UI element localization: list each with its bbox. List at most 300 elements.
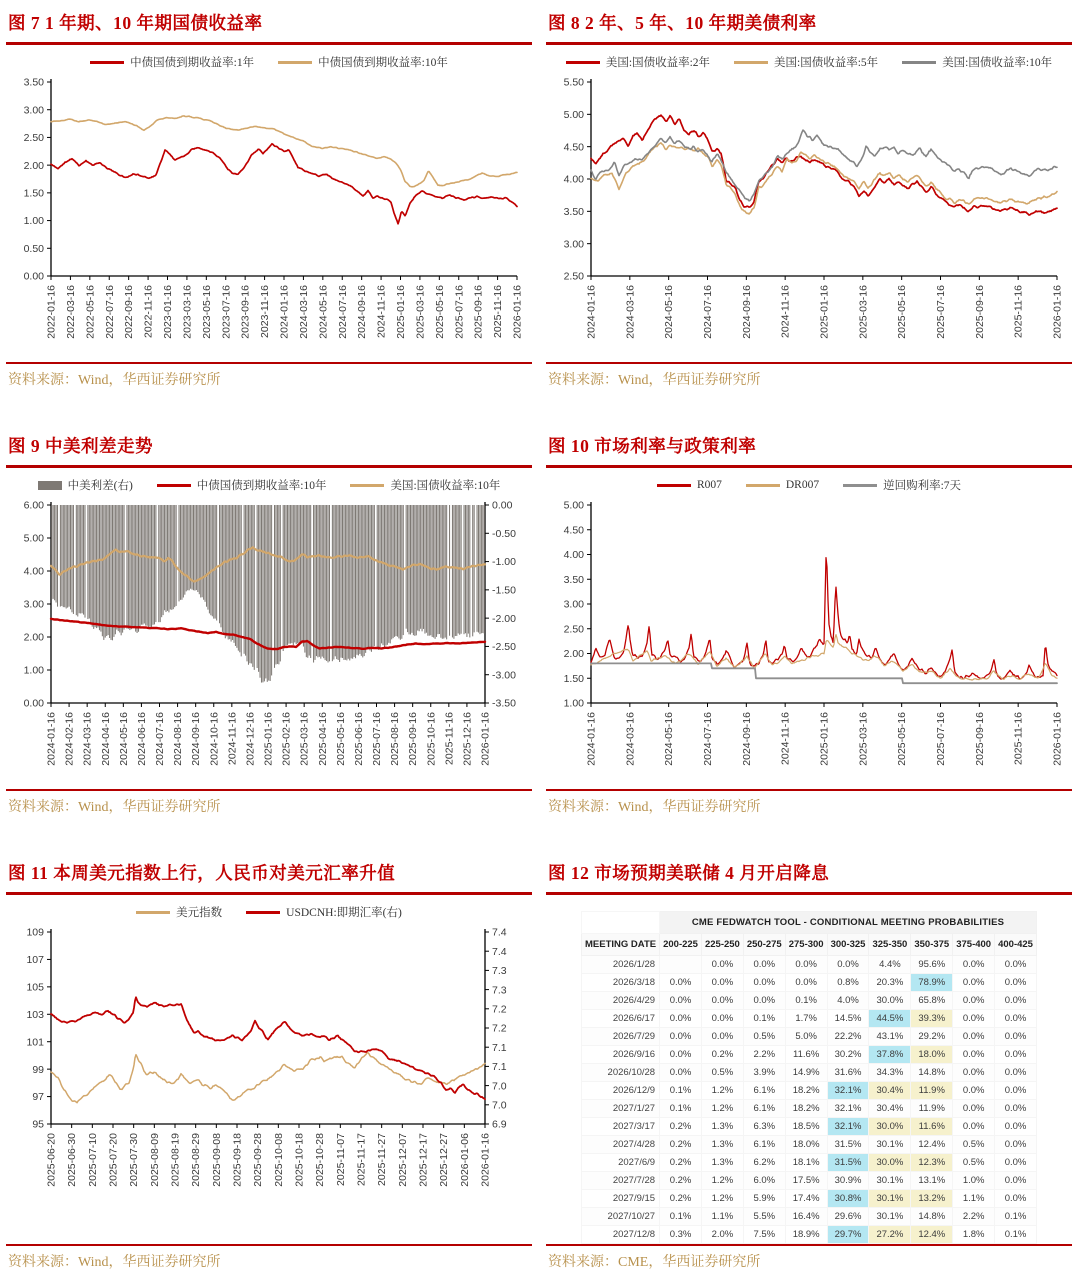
- table-row: [582, 956, 1037, 974]
- figure-12-source-note: 资料来源：CME，华西证券研究所: [548, 1255, 761, 1270]
- probability-cell: 39.3%: [911, 1010, 953, 1028]
- legend-line-swatch: [657, 484, 691, 487]
- probability-cell: 0.5%: [953, 1136, 995, 1154]
- probability-cell: 65.8%: [911, 992, 953, 1010]
- svg-text:2023-05-16: 2023-05-16: [200, 285, 213, 339]
- meeting-date-cell: 2027/6/9: [582, 1154, 660, 1172]
- svg-text:2025-09-16: 2025-09-16: [472, 284, 485, 339]
- figure-panel-10: [540, 429, 1080, 816]
- probability-cell: 0.0%: [701, 1010, 743, 1028]
- svg-text:2024-08-16: 2024-08-16: [172, 712, 185, 766]
- svg-text:2025-08-19: 2025-08-19: [169, 1133, 182, 1187]
- legend-label: 中美利差(右): [67, 480, 133, 492]
- svg-text:2023-03-16: 2023-03-16: [181, 285, 194, 339]
- legend-line-swatch: [350, 484, 384, 487]
- probability-cell: 12.4%: [911, 1136, 953, 1154]
- probability-cell: 0.0%: [785, 974, 827, 992]
- svg-text:2024-01-16: 2024-01-16: [278, 285, 291, 339]
- probability-cell: 0.3%: [660, 1226, 702, 1244]
- probability-cell: 32.1%: [827, 1100, 869, 1118]
- legend-label: R007: [696, 479, 722, 491]
- probability-cell: 0.5%: [953, 1154, 995, 1172]
- svg-text:0.00: 0.00: [23, 697, 44, 710]
- figure-8-line-chart: [547, 74, 1071, 362]
- source-rule: [6, 789, 532, 791]
- svg-text:7.2: 7.2: [492, 1022, 507, 1035]
- svg-text:2024-01-16: 2024-01-16: [585, 285, 598, 339]
- probability-cell: 2.0%: [701, 1226, 743, 1244]
- probability-cell: 1.0%: [953, 1172, 995, 1190]
- probability-cell: 0.1%: [660, 1100, 702, 1118]
- title-rule: [546, 465, 1072, 468]
- legend-label: 美国:国债收益率:10年: [390, 480, 501, 492]
- legend-bar-swatch: [38, 481, 62, 490]
- svg-text:2024-03-16: 2024-03-16: [624, 285, 637, 339]
- svg-text:2025-08-16: 2025-08-16: [389, 712, 402, 766]
- figure-7-line-chart: [7, 74, 531, 362]
- title-rule: [6, 465, 532, 468]
- probability-cell: 29.6%: [827, 1208, 869, 1226]
- figure-10-line-chart: [547, 497, 1071, 789]
- svg-text:2025-10-18: 2025-10-18: [293, 1133, 306, 1187]
- figure-panel-11: [0, 856, 540, 1271]
- probability-cell: 43.1%: [869, 1028, 911, 1046]
- figure-panel-9: [0, 429, 540, 816]
- svg-text:2025-06-20: 2025-06-20: [45, 1133, 58, 1187]
- probability-cell: 14.9%: [785, 1064, 827, 1082]
- svg-text:2.50: 2.50: [563, 270, 584, 283]
- title-rule: [546, 42, 1072, 45]
- probability-cell: 44.5%: [869, 1010, 911, 1028]
- probability-cell: 18.2%: [785, 1082, 827, 1100]
- probability-cell: 1.2%: [701, 1190, 743, 1208]
- probability-cell: 0.0%: [785, 956, 827, 974]
- meeting-date-cell: 2027/12/8: [582, 1226, 660, 1244]
- table-column-header: 325-350: [869, 934, 911, 956]
- table-row: [582, 1136, 1037, 1154]
- legend-line-swatch: [278, 61, 312, 64]
- probability-cell: 31.5%: [827, 1154, 869, 1172]
- probability-cell: 18.0%: [911, 1046, 953, 1064]
- svg-text:1.00: 1.00: [23, 215, 44, 228]
- probability-cell: 5.0%: [785, 1028, 827, 1046]
- svg-text:2025-07-20: 2025-07-20: [107, 1133, 120, 1187]
- svg-text:2024-05-16: 2024-05-16: [663, 285, 676, 339]
- svg-text:2024-05-16: 2024-05-16: [317, 285, 330, 339]
- probability-cell: 18.5%: [785, 1118, 827, 1136]
- svg-text:7.1: 7.1: [492, 1061, 507, 1074]
- svg-text:2025-10-28: 2025-10-28: [314, 1133, 327, 1187]
- probability-cell: 0.1%: [995, 1208, 1037, 1226]
- probability-cell: 0.0%: [701, 974, 743, 992]
- probability-cell: 1.7%: [785, 1010, 827, 1028]
- figure-10-legend: [546, 473, 1072, 497]
- svg-text:2025-12-07: 2025-12-07: [396, 1133, 409, 1187]
- svg-text:2025-06-16: 2025-06-16: [352, 712, 365, 766]
- svg-text:-1.00: -1.00: [492, 556, 516, 569]
- legend-item: [136, 904, 222, 920]
- figure-7-title: 图 7 1 年期、10 年期国债收益率: [8, 13, 263, 33]
- svg-text:2024-09-16: 2024-09-16: [356, 285, 369, 339]
- svg-text:2024-03-16: 2024-03-16: [297, 285, 310, 339]
- svg-text:2025-03-16: 2025-03-16: [298, 712, 311, 766]
- legend-item: [246, 904, 402, 920]
- legend-line-swatch: [566, 61, 600, 64]
- probability-cell: 20.3%: [869, 974, 911, 992]
- probability-cell: 0.0%: [995, 956, 1037, 974]
- legend-item: [657, 479, 722, 491]
- probability-cell: 18.1%: [785, 1154, 827, 1172]
- svg-text:2022-07-16: 2022-07-16: [103, 285, 116, 339]
- probability-cell: [660, 956, 702, 974]
- svg-text:2025-10-08: 2025-10-08: [272, 1133, 285, 1187]
- probability-cell: 6.3%: [743, 1118, 785, 1136]
- meeting-date-cell: 2026/9/16: [582, 1046, 660, 1064]
- legend-line-swatch: [843, 484, 877, 487]
- svg-text:2025-12-17: 2025-12-17: [417, 1133, 430, 1187]
- svg-text:2024-05-16: 2024-05-16: [117, 712, 130, 766]
- meeting-date-cell: 2026/3/18: [582, 974, 660, 992]
- probability-cell: 18.2%: [785, 1100, 827, 1118]
- meeting-date-cell: 2026/12/9: [582, 1082, 660, 1100]
- probability-cell: 1.3%: [701, 1154, 743, 1172]
- probability-cell: 0.0%: [995, 992, 1037, 1010]
- table-column-header: 400-425: [995, 934, 1037, 956]
- svg-text:2024-04-16: 2024-04-16: [99, 712, 112, 766]
- table-corner-cell: [582, 912, 660, 934]
- legend-label: 美国:国债收益率:10年: [942, 57, 1053, 69]
- svg-text:3.00: 3.00: [563, 598, 584, 611]
- probability-cell: 0.0%: [953, 1028, 995, 1046]
- source-rule: [546, 1244, 1072, 1246]
- probability-cell: 0.2%: [660, 1172, 702, 1190]
- probability-cell: 6.1%: [743, 1082, 785, 1100]
- legend-line-swatch: [136, 911, 170, 914]
- probability-cell: 0.2%: [660, 1136, 702, 1154]
- probability-cell: 1.8%: [953, 1226, 995, 1244]
- svg-text:-3.50: -3.50: [492, 697, 516, 710]
- svg-text:2024-03-16: 2024-03-16: [81, 712, 94, 766]
- svg-text:2024-11-16: 2024-11-16: [779, 285, 792, 338]
- meeting-date-cell: 2027/1/27: [582, 1100, 660, 1118]
- svg-text:2024-06-16: 2024-06-16: [135, 712, 148, 766]
- svg-text:7.2: 7.2: [492, 1003, 507, 1016]
- probability-cell: 1.2%: [701, 1172, 743, 1190]
- probability-cell: 17.5%: [785, 1172, 827, 1190]
- svg-text:2.00: 2.00: [23, 631, 44, 644]
- probability-cell: 0.0%: [743, 974, 785, 992]
- probability-cell: 0.0%: [953, 1046, 995, 1064]
- svg-text:2025-03-16: 2025-03-16: [857, 285, 870, 339]
- meeting-date-cell: 2026/7/29: [582, 1028, 660, 1046]
- svg-text:0.50: 0.50: [23, 242, 44, 255]
- legend-label: 逆回购利率:7天: [883, 480, 962, 492]
- probability-cell: 2.2%: [743, 1046, 785, 1064]
- table-column-header: 300-325: [827, 934, 869, 956]
- legend-line-swatch: [902, 61, 936, 64]
- probability-cell: 0.1%: [660, 1082, 702, 1100]
- probability-cell: 0.1%: [660, 1208, 702, 1226]
- svg-text:109: 109: [26, 926, 44, 939]
- figure-8-legend: [546, 50, 1072, 74]
- probability-cell: 0.0%: [953, 992, 995, 1010]
- probability-cell: 29.7%: [827, 1226, 869, 1244]
- svg-text:7.4: 7.4: [492, 926, 507, 939]
- figure-9-title: 图 9 中美利差走势: [8, 436, 153, 456]
- probability-cell: 78.9%: [911, 974, 953, 992]
- svg-text:2025-05-16: 2025-05-16: [896, 285, 909, 339]
- svg-text:5.00: 5.00: [563, 499, 584, 512]
- table-row: [582, 1226, 1037, 1244]
- probability-cell: 18.9%: [785, 1226, 827, 1244]
- svg-text:5.50: 5.50: [563, 76, 584, 89]
- svg-text:3.00: 3.00: [23, 104, 44, 117]
- figure-12-title: 图 12 市场预期美联储 4 月开启降息: [548, 863, 830, 883]
- legend-item: [157, 477, 327, 493]
- svg-text:2026-01-06: 2026-01-06: [458, 1133, 471, 1187]
- probability-cell: 11.6%: [911, 1118, 953, 1136]
- table-row: [582, 974, 1037, 992]
- svg-text:2025-02-16: 2025-02-16: [280, 712, 293, 766]
- title-rule: [6, 892, 532, 895]
- probability-cell: 0.0%: [995, 1064, 1037, 1082]
- source-rule: [546, 789, 1072, 791]
- table-row: [582, 1028, 1037, 1046]
- svg-text:2026-01-16: 2026-01-16: [1051, 285, 1064, 339]
- svg-text:2025-11-16: 2025-11-16: [1012, 284, 1025, 338]
- table-row: [582, 1172, 1037, 1190]
- probability-cell: 30.4%: [869, 1100, 911, 1118]
- probability-cell: 12.4%: [911, 1226, 953, 1244]
- svg-text:1.00: 1.00: [23, 664, 44, 677]
- meeting-date-cell: 2027/10/27: [582, 1208, 660, 1226]
- table-row: [582, 1010, 1037, 1028]
- svg-text:0.00: 0.00: [492, 499, 513, 512]
- table-row: [582, 992, 1037, 1010]
- figure-9-combo-chart: [7, 497, 531, 789]
- svg-text:2026-01-16: 2026-01-16: [479, 1133, 492, 1187]
- probability-cell: 95.6%: [911, 956, 953, 974]
- table-row: [582, 1082, 1037, 1100]
- svg-text:2025-03-16: 2025-03-16: [414, 285, 427, 339]
- probability-cell: 32.1%: [827, 1082, 869, 1100]
- svg-text:3.00: 3.00: [23, 598, 44, 611]
- probability-cell: 1.3%: [701, 1136, 743, 1154]
- table-main-header: CME FEDWATCH TOOL - CONDITIONAL MEETING PROBABILITIES: [660, 912, 1037, 934]
- svg-text:105: 105: [26, 981, 44, 994]
- legend-line-swatch: [90, 61, 124, 64]
- table-column-header: 250-275: [743, 934, 785, 956]
- probability-cell: 30.1%: [869, 1136, 911, 1154]
- legend-label: USDCNH:即期汇率(右): [286, 907, 402, 919]
- svg-text:2025-01-16: 2025-01-16: [818, 712, 831, 766]
- probability-cell: 29.2%: [911, 1028, 953, 1046]
- legend-label: DR007: [785, 479, 820, 491]
- svg-text:2023-11-16: 2023-11-16: [259, 285, 272, 338]
- legend-item: [746, 479, 819, 491]
- svg-text:2025-09-08: 2025-09-08: [210, 1133, 223, 1187]
- svg-text:2025-05-16: 2025-05-16: [334, 712, 347, 766]
- probability-cell: 6.1%: [743, 1100, 785, 1118]
- svg-text:2024-02-16: 2024-02-16: [63, 712, 76, 766]
- svg-text:2024-07-16: 2024-07-16: [702, 285, 714, 339]
- probability-cell: 27.2%: [869, 1226, 911, 1244]
- svg-text:7.3: 7.3: [492, 984, 507, 997]
- probability-cell: 30.0%: [869, 992, 911, 1010]
- svg-text:2025-11-16: 2025-11-16: [443, 712, 456, 765]
- probability-cell: 0.0%: [953, 1010, 995, 1028]
- svg-text:2026-01-16: 2026-01-16: [511, 285, 524, 339]
- svg-text:-2.00: -2.00: [492, 612, 516, 625]
- probability-cell: 31.6%: [827, 1064, 869, 1082]
- probability-cell: 5.9%: [743, 1190, 785, 1208]
- probability-cell: 18.0%: [785, 1136, 827, 1154]
- svg-text:2022-03-16: 2022-03-16: [64, 285, 77, 339]
- probability-cell: 13.2%: [911, 1190, 953, 1208]
- svg-text:2025-04-16: 2025-04-16: [316, 712, 329, 766]
- source-rule: [6, 362, 532, 364]
- legend-item: [734, 54, 878, 70]
- probability-cell: 14.8%: [911, 1208, 953, 1226]
- svg-text:2023-01-16: 2023-01-16: [162, 285, 174, 339]
- probability-cell: 12.3%: [911, 1154, 953, 1172]
- legend-item: [90, 54, 254, 70]
- probability-cell: 0.0%: [953, 1100, 995, 1118]
- probability-cell: 0.0%: [953, 1082, 995, 1100]
- legend-line-swatch: [734, 61, 768, 64]
- svg-text:2024-09-16: 2024-09-16: [190, 712, 203, 766]
- probability-cell: 34.3%: [869, 1064, 911, 1082]
- svg-text:2024-01-16: 2024-01-16: [585, 712, 598, 766]
- probability-cell: 6.1%: [743, 1136, 785, 1154]
- probability-cell: 16.4%: [785, 1208, 827, 1226]
- svg-text:2024-05-16: 2024-05-16: [663, 712, 676, 766]
- probability-cell: 0.0%: [743, 992, 785, 1010]
- legend-label: 美国:国债收益率:2年: [605, 57, 711, 69]
- probability-cell: 0.0%: [660, 1064, 702, 1082]
- table-column-header: 275-300: [785, 934, 827, 956]
- probability-cell: 0.0%: [995, 1028, 1037, 1046]
- probability-cell: 0.8%: [827, 974, 869, 992]
- svg-text:7.0: 7.0: [492, 1099, 507, 1112]
- table-row: [582, 1154, 1037, 1172]
- svg-text:2026-01-16: 2026-01-16: [479, 712, 492, 766]
- svg-text:2024-11-16: 2024-11-16: [375, 285, 388, 338]
- probability-cell: 1.2%: [701, 1082, 743, 1100]
- table-row: [582, 1100, 1037, 1118]
- probability-cell: 0.1%: [785, 992, 827, 1010]
- svg-text:3.50: 3.50: [563, 206, 584, 219]
- table-column-header: 200-225: [660, 934, 702, 956]
- svg-text:2022-01-16: 2022-01-16: [45, 285, 58, 339]
- legend-label: 中债国债到期收益率:10年: [196, 480, 327, 492]
- probability-cell: 14.5%: [827, 1010, 869, 1028]
- probability-cell: 0.0%: [995, 1118, 1037, 1136]
- svg-text:2.50: 2.50: [563, 623, 584, 636]
- probability-cell: 6.2%: [743, 1154, 785, 1172]
- svg-text:2024-03-16: 2024-03-16: [624, 712, 637, 766]
- svg-text:2025-09-28: 2025-09-28: [252, 1133, 265, 1187]
- probability-cell: 0.5%: [701, 1064, 743, 1082]
- figure-10-source-note: 资料来源：Wind，华西证券研究所: [548, 800, 761, 815]
- title-rule: [6, 42, 532, 45]
- svg-text:7.0: 7.0: [492, 1080, 507, 1093]
- probability-cell: 4.4%: [869, 956, 911, 974]
- legend-item: [566, 54, 710, 70]
- svg-text:2025-07-10: 2025-07-10: [86, 1133, 99, 1187]
- svg-text:3.50: 3.50: [23, 76, 44, 89]
- svg-text:7.1: 7.1: [492, 1041, 507, 1054]
- svg-text:2022-05-16: 2022-05-16: [84, 285, 97, 339]
- table-column-header: MEETING DATE: [582, 934, 660, 956]
- svg-text:1.50: 1.50: [563, 672, 584, 685]
- probability-cell: 1.1%: [701, 1208, 743, 1226]
- probability-cell: 0.0%: [953, 974, 995, 992]
- svg-text:2025-01-16: 2025-01-16: [262, 712, 275, 766]
- probability-cell: 32.1%: [827, 1118, 869, 1136]
- probability-cell: 0.0%: [995, 1136, 1037, 1154]
- probability-cell: 0.2%: [660, 1154, 702, 1172]
- table-column-header: 350-375: [911, 934, 953, 956]
- svg-text:2025-11-07: 2025-11-07: [334, 1133, 347, 1186]
- svg-text:2025-07-16: 2025-07-16: [371, 712, 383, 766]
- meeting-date-cell: 2027/3/17: [582, 1118, 660, 1136]
- probability-cell: 7.5%: [743, 1226, 785, 1244]
- svg-text:2025-11-16: 2025-11-16: [492, 285, 505, 338]
- meeting-date-cell: 2027/9/15: [582, 1190, 660, 1208]
- meeting-date-cell: 2026/10/28: [582, 1064, 660, 1082]
- probability-cell: 0.0%: [953, 1118, 995, 1136]
- svg-text:103: 103: [26, 1008, 44, 1021]
- svg-text:2025-07-30: 2025-07-30: [128, 1133, 141, 1187]
- probability-cell: 0.0%: [995, 1190, 1037, 1208]
- probability-cell: 30.1%: [869, 1208, 911, 1226]
- svg-text:2024-11-16: 2024-11-16: [226, 712, 239, 765]
- figure-9-legend: [6, 473, 532, 497]
- svg-text:2024-09-16: 2024-09-16: [740, 712, 753, 766]
- figure-8-title: 图 8 2 年、5 年、10 年期美债利率: [548, 13, 817, 33]
- probability-cell: 0.0%: [660, 1028, 702, 1046]
- probability-cell: 0.2%: [660, 1118, 702, 1136]
- probability-cell: 2.2%: [953, 1208, 995, 1226]
- probability-cell: 0.0%: [660, 1046, 702, 1064]
- fedwatch-table-container: [546, 895, 1072, 1244]
- svg-text:2024-01-16: 2024-01-16: [45, 712, 58, 766]
- svg-text:6.9: 6.9: [492, 1118, 507, 1131]
- probability-cell: 30.1%: [869, 1190, 911, 1208]
- probability-cell: 0.1%: [743, 1010, 785, 1028]
- figure-panel-8: [540, 6, 1080, 389]
- svg-text:97: 97: [32, 1091, 44, 1104]
- probability-cell: 0.2%: [660, 1190, 702, 1208]
- probability-cell: 0.0%: [827, 956, 869, 974]
- legend-label: 美国:国债收益率:5年: [774, 57, 879, 69]
- meeting-date-cell: 2027/7/28: [582, 1172, 660, 1190]
- svg-text:4.00: 4.00: [23, 565, 44, 578]
- probability-cell: 3.9%: [743, 1064, 785, 1082]
- svg-text:-3.00: -3.00: [492, 669, 516, 682]
- svg-text:2025-05-16: 2025-05-16: [896, 712, 909, 766]
- figure-9-source-note: 资料来源：Wind，华西证券研究所: [8, 800, 221, 815]
- figure-11-line-chart: [7, 924, 531, 1210]
- probability-cell: 0.0%: [953, 956, 995, 974]
- svg-text:-0.50: -0.50: [492, 527, 516, 540]
- svg-text:4.00: 4.00: [563, 549, 584, 562]
- probability-cell: 30.8%: [827, 1190, 869, 1208]
- legend-line-swatch: [246, 911, 280, 914]
- figure-panel-12: [540, 856, 1080, 1271]
- probability-cell: 30.9%: [827, 1172, 869, 1190]
